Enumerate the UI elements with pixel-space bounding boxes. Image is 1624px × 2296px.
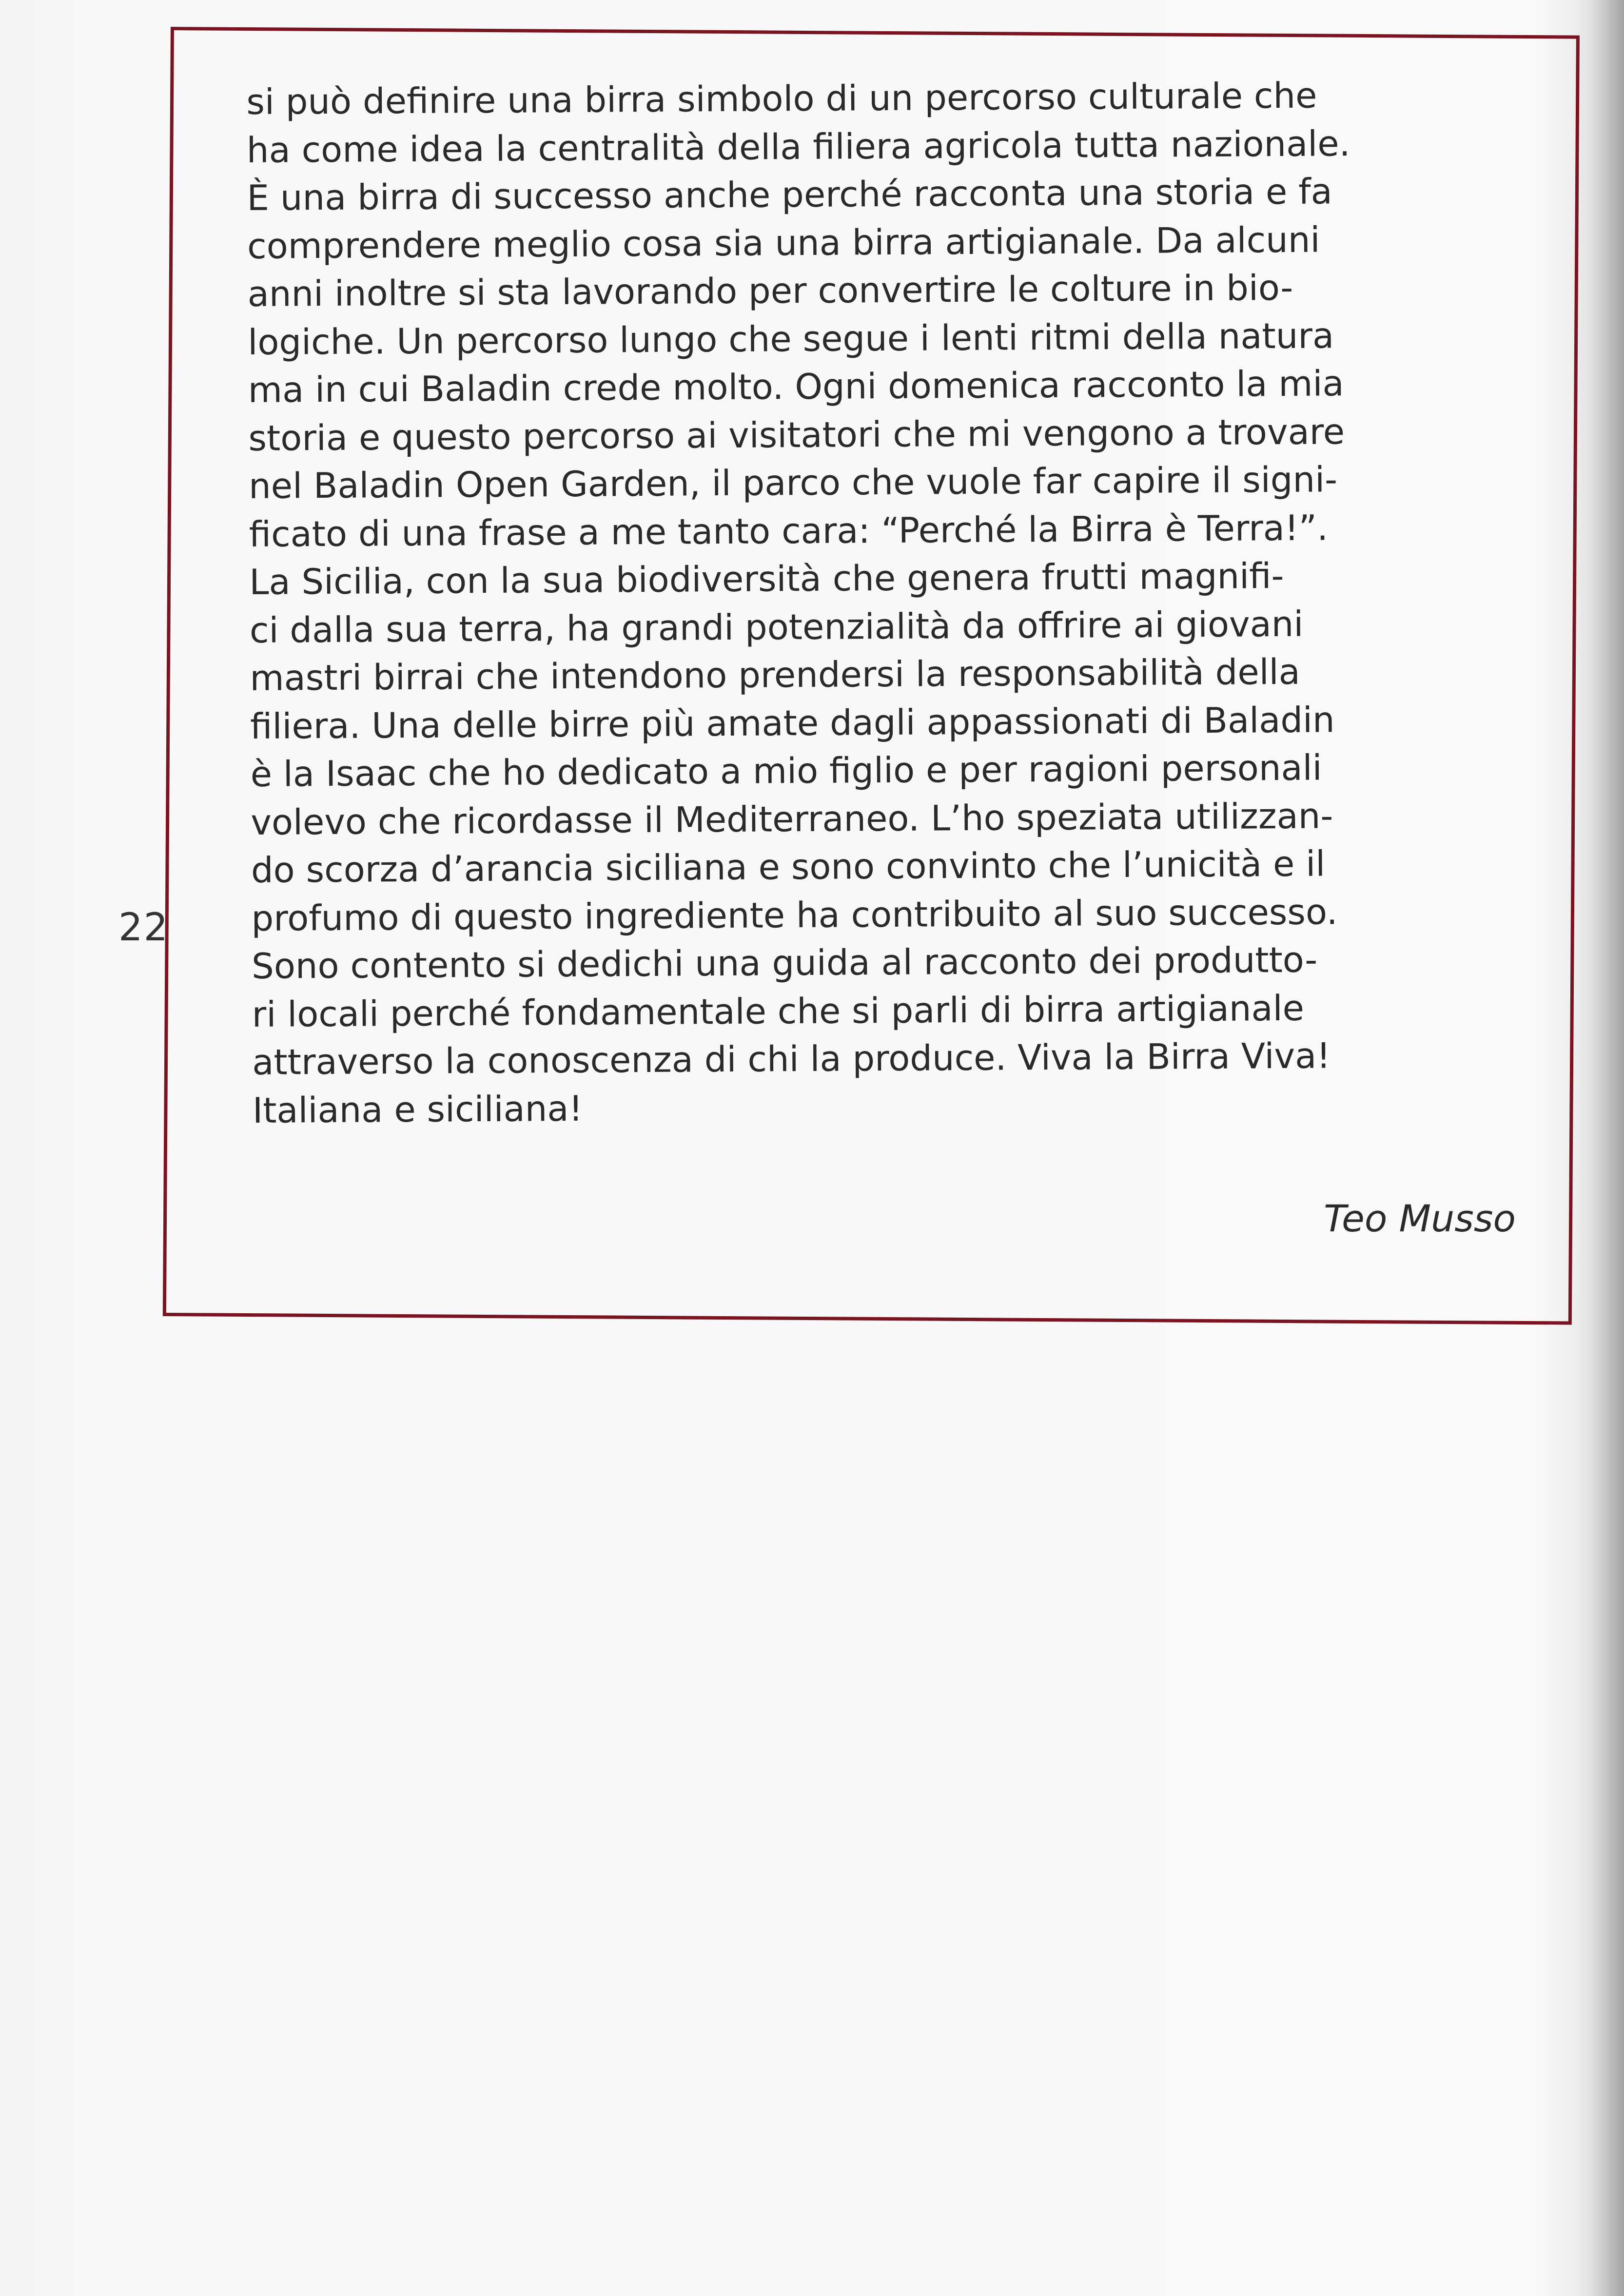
text-line: volevo che ricordasse il Mediterraneo. L’ho speziata utilizzan- [251, 795, 1333, 843]
text-line: Sono contento si dedichi una guida al racconto dei produtto- [251, 939, 1318, 987]
text-line: storia e questo percorso ai visitatori che mi vengono a trovare [248, 410, 1345, 459]
text-line: ha come idea la centralità della filiera agricola tutta nazionale. [246, 122, 1350, 171]
page-number: 22 [118, 906, 169, 950]
text-line: do scorza d’arancia siciliana e sono convinto che l’unicità e il [251, 843, 1326, 891]
text-line: è la Isaac che ho dedicato a mio figlio e per ragioni personali [250, 747, 1322, 795]
text-line: nel Baladin Open Garden, il parco che vuole far capire il signi- [248, 459, 1338, 506]
text-line: La Sicilia, con la sua biodiversità che genera frutti magnifi- [249, 555, 1284, 603]
text-line: profumo di questo ingrediente ha contribuito al suo successo. [251, 891, 1338, 939]
text-line: ci dalla sua terra, ha grandi potenzialità da offrire ai giovani [249, 603, 1304, 651]
text-line: ri locali perché fondamentale che si parli di birra artigianale [252, 987, 1305, 1035]
text-line: ma in cui Baladin crede molto. Ogni domenica racconto la mia [248, 363, 1344, 410]
page-edge-shadow [1590, 0, 1624, 2296]
text-line: attraverso la conoscenza di chi la produce. Viva la Birra Viva! [252, 1035, 1331, 1083]
text-line: mastri birrai che intendono prendersi la responsabilità della [250, 651, 1301, 699]
text-line: È una birra di successo anche perché racconta una storia e fa [247, 171, 1332, 218]
author-signature: Teo Musso [1324, 1197, 1516, 1240]
body-text [246, 70, 1510, 1134]
text-line: logiche. Un percorso lungo che segue i lenti ritmi della natura [248, 314, 1334, 363]
text-line: Italiana e siciliana! [252, 1088, 583, 1131]
text-line: ficato di una frase a me tanto cara: “Perché la Birra è Terra!”. [249, 506, 1329, 555]
text-line: si può definire una birra simbolo di un percorso culturale che [246, 75, 1317, 122]
text-line: anni inoltre si sta lavorando per convertire le colture in bio- [247, 267, 1293, 314]
text-line: filiera. Una delle birre più amate dagli appassionati di Baladin [250, 699, 1335, 747]
text-line: comprendere meglio cosa sia una birra artigianale. Da alcuni [247, 219, 1320, 267]
